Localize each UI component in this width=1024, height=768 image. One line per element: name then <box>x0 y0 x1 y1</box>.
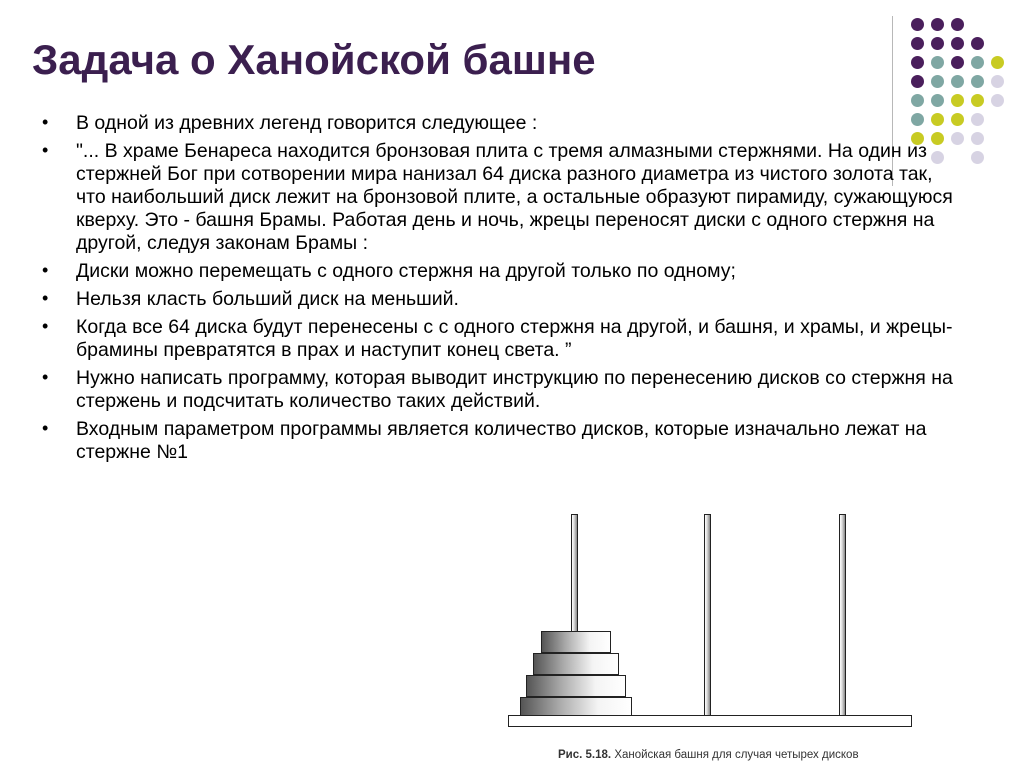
dot <box>931 56 944 69</box>
dot <box>971 37 984 50</box>
bullet-icon: • <box>42 288 49 308</box>
caption-text: Ханойская башня для случая четырех дисков <box>614 749 859 761</box>
dot <box>931 18 944 31</box>
list-item <box>36 418 966 464</box>
dot <box>931 75 944 88</box>
dot <box>911 75 924 88</box>
disk-3 <box>526 675 626 697</box>
bullet-icon: • <box>42 418 49 438</box>
dot <box>971 151 984 164</box>
list-item <box>36 112 966 135</box>
bronze-plate <box>508 715 912 727</box>
dot <box>971 75 984 88</box>
bullet-icon: • <box>42 140 49 160</box>
bullet-text: В одной из древних легенд говорится следующее : <box>76 112 538 134</box>
list-item <box>36 260 966 283</box>
bullet-text: Нельзя класть больший диск на меньший. <box>76 288 459 310</box>
dot <box>911 18 924 31</box>
page-title: Задача о Ханойской башне <box>32 36 596 83</box>
list-item <box>36 367 966 413</box>
hanoi-tower-figure <box>500 508 920 763</box>
dot <box>951 75 964 88</box>
dot <box>911 94 924 107</box>
dot <box>971 113 984 126</box>
bullet-icon: • <box>42 316 49 336</box>
dot <box>951 56 964 69</box>
bullet-text: Когда все 64 диска будут перенесены с с одного стержня на другой, и башня, и храмы, и жрецы-брамины превратятся в прах и наступит конец света. ” <box>76 316 953 361</box>
bullet-icon: • <box>42 260 49 280</box>
dot <box>971 94 984 107</box>
bullet-text: Нужно написать программу, которая выводит инструкцию по перенесению дисков со стержня на стержень и подсчитать количество таких действий. <box>76 367 953 412</box>
dot <box>931 37 944 50</box>
dot <box>991 94 1004 107</box>
rod-2 <box>704 514 711 717</box>
dot <box>991 56 1004 69</box>
dot <box>951 37 964 50</box>
dot <box>911 56 924 69</box>
bullet-text: Входным параметром программы является количество дисков, которые изначально лежат на стержне №1 <box>76 418 927 463</box>
list-item <box>36 316 966 362</box>
dot <box>971 56 984 69</box>
dot <box>911 37 924 50</box>
bullet-text: Диски можно перемещать с одного стержня на другой только по одному; <box>76 260 736 282</box>
disk-1-smallest <box>541 631 611 653</box>
bullet-list <box>36 112 966 469</box>
disk-2 <box>533 653 619 675</box>
dot <box>931 94 944 107</box>
list-item <box>36 140 966 255</box>
dot <box>951 94 964 107</box>
dot <box>971 132 984 145</box>
figure-caption <box>558 749 859 761</box>
bullet-icon: • <box>42 367 49 387</box>
dot <box>951 18 964 31</box>
dot <box>991 75 1004 88</box>
bullet-text: "... В храме Бенареса находится бронзовая плита с тремя алмазными стержнями. На один из стержней Бог при сотворении мира нанизал 64 диска разного диаметра из чистого золота так, что наибольший диск лежит на бронзовой плите, а остальные образуют пирамиду, сужающуюся кверху. Это - башня Брамы. Работая день и ночь, жрецы переносят диски с одного стержня на другой, следуя законам Брамы : <box>76 140 953 254</box>
rod-3 <box>839 514 846 717</box>
caption-number: Рис. 5.18. <box>558 749 612 761</box>
bullet-icon: • <box>42 112 49 132</box>
list-item <box>36 288 966 311</box>
